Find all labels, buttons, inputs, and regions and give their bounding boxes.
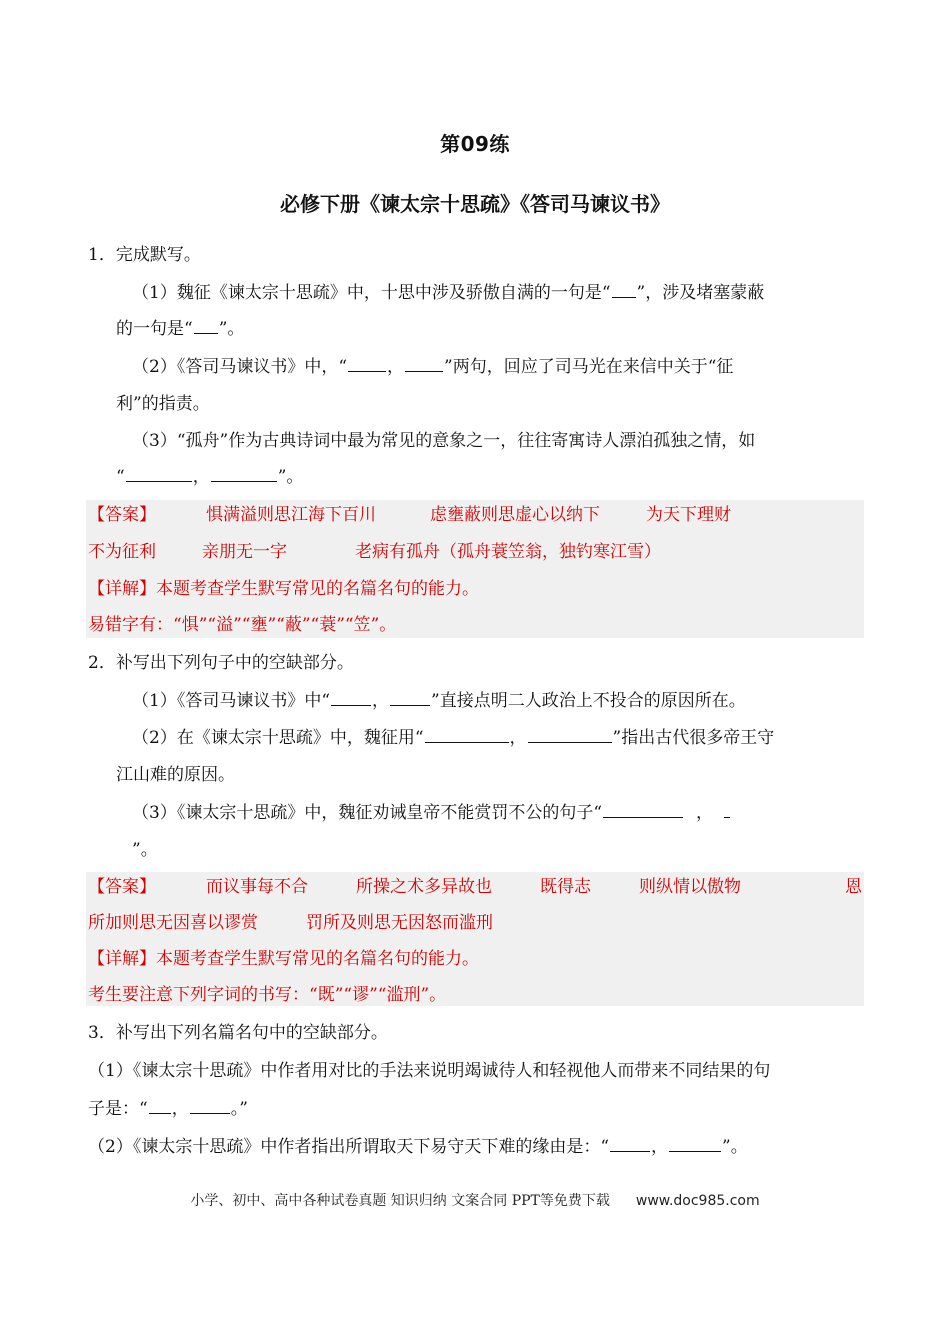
answer-box-2 xyxy=(86,872,864,1006)
question-2-item-2-cont: 江山难的原因。 xyxy=(116,765,235,785)
answer-item: 不为征利 xyxy=(88,542,156,562)
answer-item: 老病有孤舟（孤舟蓑笠翁，独钓寒江雪） xyxy=(355,542,661,562)
question-2-item-1 xyxy=(132,688,746,714)
answer-blank[interactable] xyxy=(194,316,218,334)
comma: ， xyxy=(171,1099,189,1119)
answer-blank[interactable] xyxy=(211,464,277,482)
text: （2）《答司马谏议书》中，“ xyxy=(132,357,348,377)
answer-item: 恩 xyxy=(845,877,862,897)
text: （1）魏征《谏太宗十思疏》中，十思中涉及骄傲自满的一句是“ xyxy=(132,283,611,303)
question-1-item-1 xyxy=(132,280,764,306)
answer-line xyxy=(88,910,493,936)
answer-item: 既得志 xyxy=(540,877,591,897)
question-1-item-2-cont: 利”的指责。 xyxy=(116,394,210,414)
answer-item: 为天下理财 xyxy=(646,505,731,525)
answer-detail: 【详解】本题考查学生默写常见的名篇名句的能力。 xyxy=(88,579,479,599)
answer-label: 【答案】 xyxy=(88,877,156,897)
text: （2）在《谏太宗十思疏》中，魏征用“ xyxy=(132,728,424,748)
page-footer xyxy=(0,1190,950,1210)
answer-item: 而议事每不合 xyxy=(206,877,308,897)
answer-blank[interactable] xyxy=(724,800,730,818)
footer-text: 小学、初中、高中各种试卷真题 知识归纳 文案合同 PPT等免费下载 xyxy=(190,1193,610,1209)
text: ”指出古代很多帝王守 xyxy=(612,728,775,748)
comma: ， xyxy=(387,357,405,377)
text: ”。 xyxy=(277,467,304,487)
answer-blank[interactable] xyxy=(149,1096,171,1114)
answer-line xyxy=(88,539,661,565)
answer-blank[interactable] xyxy=(610,1134,650,1152)
text: ”，涉及堵塞蒙蔽 xyxy=(636,283,765,303)
comma: ， xyxy=(192,467,210,487)
text: （2）《谏太宗十思疏》中作者指出所谓取天下易守天下难的缘由是：“ xyxy=(88,1137,610,1157)
question-3-heading: 3．补写出下列名篇名句中的空缺部分。 xyxy=(88,1023,388,1043)
text: （3）《谏太宗十思疏》中，魏征劝诫皇帝不能赏罚不公的句子“ xyxy=(132,803,603,823)
question-2-heading: 2．补写出下列句子中的空缺部分。 xyxy=(88,653,354,673)
text: 的一句是“ xyxy=(116,319,193,339)
answer-blank[interactable] xyxy=(425,725,509,743)
text: ”两句，回应了司马光在来信中关于“征 xyxy=(444,357,734,377)
answer-blank[interactable] xyxy=(126,464,192,482)
answer-label: 【答案】 xyxy=(88,505,156,525)
text: 子是：“ xyxy=(88,1099,148,1119)
comma: ， xyxy=(509,728,527,748)
answer-blank[interactable] xyxy=(390,688,430,706)
comma: ， xyxy=(372,691,390,711)
answer-item: 所加则思无因喜以谬赏 xyxy=(88,913,258,933)
page-subtitle: 必修下册《谏太宗十思疏》《答司马谏议书》 xyxy=(280,192,670,216)
answer-item: 虑壅蔽则思虚心以纳下 xyxy=(430,505,600,525)
text: “ xyxy=(116,467,125,487)
text: ”。 xyxy=(218,319,245,339)
question-1-heading: 1．完成默写。 xyxy=(88,245,201,265)
answer-box-1 xyxy=(86,500,864,638)
answer-item: 亲朋无一字 xyxy=(202,542,287,562)
text: 。” xyxy=(230,1099,248,1119)
question-1-item-3: （3）“孤舟”作为古典诗词中最为常见的意象之一，往往寄寓诗人漂泊孤独之情，如 xyxy=(132,431,756,451)
question-2-item-3 xyxy=(132,800,731,826)
question-3-item-2 xyxy=(88,1134,748,1160)
text: ”。 xyxy=(132,840,158,860)
footer-url[interactable]: www.doc985.com xyxy=(635,1193,760,1209)
question-1-item-1-cont xyxy=(116,316,244,342)
answer-item: 惧满溢则思江海下百川 xyxy=(206,505,376,525)
page-title: 第09练 xyxy=(440,132,510,156)
question-3-item-1-cont xyxy=(88,1096,248,1122)
question-3-item-1: （1）《谏太宗十思疏》中作者用对比的手法来说明竭诚待人和轻视他人而带来不同结果的句 xyxy=(88,1061,771,1081)
question-2-item-3-cont xyxy=(116,837,158,863)
answer-item: 罚所及则思无因怒而滥刑 xyxy=(306,913,493,933)
answer-blank[interactable] xyxy=(348,354,386,372)
comma: ， xyxy=(696,803,714,823)
question-1-item-2 xyxy=(132,354,733,380)
answer-typo-note: 考生要注意下列字词的书写：“既”“谬”“滥刑”。 xyxy=(88,985,447,1005)
answer-typo-note: 易错字有：“惧”“溢”“壅”“蔽”“蓑”“笠”。 xyxy=(88,615,397,635)
text: ”。 xyxy=(722,1137,748,1157)
answer-blank[interactable] xyxy=(669,1134,721,1152)
answer-blank[interactable] xyxy=(190,1096,230,1114)
comma: ， xyxy=(651,1137,669,1157)
answer-blank[interactable] xyxy=(612,280,636,298)
answer-blank[interactable] xyxy=(603,800,683,818)
answer-line xyxy=(88,874,862,900)
answer-blank[interactable] xyxy=(405,354,443,372)
answer-detail: 【详解】本题考查学生默写常见的名篇名句的能力。 xyxy=(88,949,479,969)
answer-blank[interactable] xyxy=(528,725,612,743)
question-2-item-2 xyxy=(132,725,774,751)
text: ”直接点明二人政治上不投合的原因所在。 xyxy=(431,691,746,711)
text: （1）《答司马谏议书》中“ xyxy=(132,691,331,711)
answer-item: 所操之术多异故也 xyxy=(356,877,492,897)
answer-item: 则纵情以傲物 xyxy=(639,877,741,897)
answer-blank[interactable] xyxy=(331,688,371,706)
question-1-item-3-cont xyxy=(116,464,303,490)
answer-line xyxy=(88,502,731,528)
